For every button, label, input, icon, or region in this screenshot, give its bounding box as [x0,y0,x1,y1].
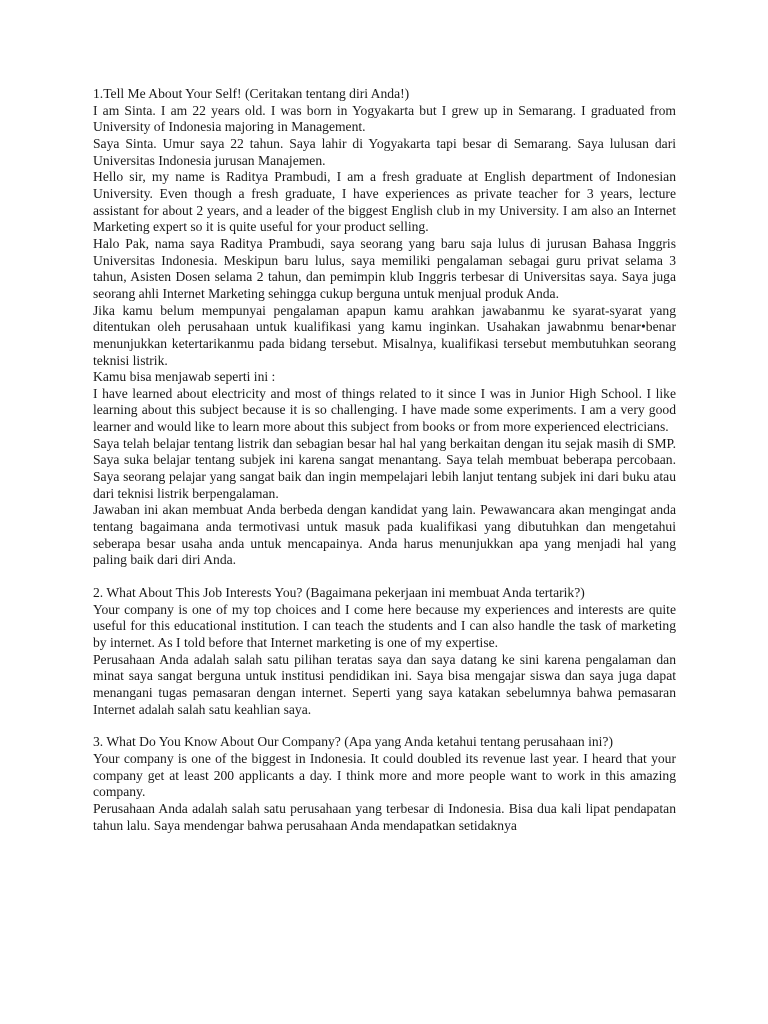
paragraph: Perusahaan Anda adalah salah satu perusahaan yang terbesar di Indonesia. Bisa dua kali lipat pendapatan tahun lalu. Saya mendengar bahwa perusahaan Anda mendapatkan setidaknya [93,800,676,833]
paragraph: Saya telah belajar tentang listrik dan sebagian besar hal hal yang berkaitan dengan itu sejak masih di SMP. Saya suka belajar tentang subjek ini karena sangat menantang. Saya telah membuat beberapa percobaan. Saya seorang pelajar yang sangat baik dan ingin mempelajari lebih lanjut tentang subjek ini dari buku atau dari teknisi listrik berpengalaman. [93,435,676,501]
paragraph: Saya Sinta. Umur saya 22 tahun. Saya lahir di Yogyakarta tapi besar di Semarang. Saya lulusan dari Universitas Indonesia jurusan Manajemen. [93,135,676,168]
paragraph: Hello sir, my name is Raditya Prambudi, I am a fresh graduate at English department of Indonesian University. Even though a fresh graduate, I have experiences as private teacher for 3 years, lecture assistant for about 2 years, and a leader of the biggest English club in my University. I am also an Internet Marketing expert so it is quite useful for your product selling. [93,169,676,235]
paragraph: Kamu bisa menjawab seperti ini : [93,369,276,385]
paragraph: Perusahaan Anda adalah salah satu pilihan teratas saya dan saya datang ke sini karena pengalaman dan minat saya sangat berguna untuk institusi pendidikan ini. Saya bisa mengajar siswa dan saya juga dapat menangani tugas pemasaran dengan internet. Seperti yang saya katakan sebelumnya bahwa pemasaran Internet adalah salah satu keahlian saya. [93,651,676,717]
question-2-heading: 2. What About This Job Interests You? (Bagaimana pekerjaan ini membuat Anda tertarik?) [93,585,585,601]
paragraph: Jika kamu belum mempunyai pengalaman apapun kamu arahkan jawabanmu ke syarat-syarat yang ditentukan oleh perusahaan untuk kualifikasi yang kamu inginkan. Usahakan jawabnmu benar•benar menunjukkan ketertarikanmu pada bidang tersebut. Misalnya, kualifikasi tersebut membutuhkan seorang teknisi listrik. [93,302,676,368]
paragraph: Your company is one of my top choices and I come here because my experiences and interests are quite useful for this educational institution. I can teach the students and I can also handle the task of marketing by internet. As I told before that Internet marketing is one of my expertise. [93,601,676,650]
paragraph: Jawaban ini akan membuat Anda berbeda dengan kandidat yang lain. Pewawancara akan mengingat anda tentang bagaimana anda termotivasi untuk masuk pada kualifikasi yang dibutuhkan dan mengetahui seberapa besar usaha anda untuk mencapainya. Anda harus menunjukkan apa yang menjadi hal yang paling baik dari diri Anda. [93,502,676,568]
question-3-heading: 3. What Do You Know About Our Company? (Apa yang Anda ketahui tentang perusahaan ini?) [93,734,613,750]
document-text-column [93,86,676,834]
paragraph: Your company is one of the biggest in Indonesia. It could doubled its revenue last year. I heard that your company get at least 200 applicants a day. I think more and more people want to work in this amazing company. [93,750,676,800]
paragraph: I have learned about electricity and most of things related to it since I was in Junior High School. I like learning about this subject because it is so challenging. I have made some experiments. I am a very good learner and would like to learn more about this subject from books or from more experienced electricians. [93,385,676,435]
question-1-heading: 1.Tell Me About Your Self! (Ceritakan tentang diri Anda!) [93,86,410,101]
paragraph: Halo Pak, nama saya Raditya Prambudi, saya seorang yang baru saja lulus di jurusan Bahasa Inggris Universitas Indonesia. Meskipun baru lulus, saya memiliki pengalaman sebagai guru privat selama 3 tahun, Asisten Dosen selama 2 tahun, dan pemimpin klub Inggris terbesar di Universitas saya. Saya juga seorang ahli Internet Marketing sehingga cukup berguna untuk menjual produk Anda. [93,235,676,301]
paragraph: I am Sinta. I am 22 years old. I was born in Yogyakarta but I grew up in Semarang. I graduated from University of Indonesia majoring in Management. [93,102,676,135]
